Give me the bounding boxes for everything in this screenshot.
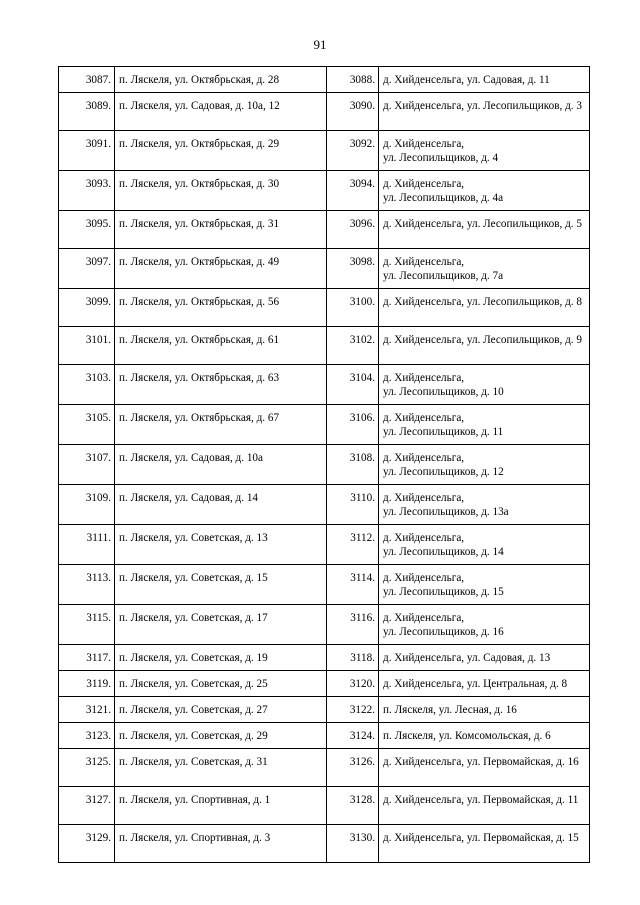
row-number-right: 3104. <box>327 365 379 405</box>
table-row <box>59 605 590 645</box>
table-row <box>59 445 590 485</box>
row-number-right: 3098. <box>327 249 379 289</box>
address-table-body <box>59 67 590 863</box>
row-number-right: 3088. <box>327 67 379 93</box>
row-number-right: 3116. <box>327 605 379 645</box>
row-number-right: 3090. <box>327 93 379 131</box>
address-left: п. Ляскеля, ул. Октябрьская, д. 29 <box>115 131 327 171</box>
address-right: д. Хийденсельга, ул. Лесопильщиков, д. 4а <box>379 171 590 211</box>
row-number-left: 3099. <box>59 289 115 327</box>
row-number-right: 3106. <box>327 405 379 445</box>
address-right: п. Ляскеля, ул. Лесная, д. 16 <box>379 697 590 723</box>
row-number-left: 3117. <box>59 645 115 671</box>
row-number-left: 3127. <box>59 787 115 825</box>
address-right: д. Хийденсельга, ул. Центральная, д. 8 <box>379 671 590 697</box>
table-row <box>59 723 590 749</box>
row-number-right: 3122. <box>327 697 379 723</box>
address-right: д. Хийденсельга, ул. Лесопильщиков, д. 11 <box>379 405 590 445</box>
table-row <box>59 671 590 697</box>
row-number-right: 3126. <box>327 749 379 787</box>
address-right: п. Ляскеля, ул. Комсомольская, д. 6 <box>379 723 590 749</box>
address-right: д. Хийденсельга, ул. Лесопильщиков, д. 13а <box>379 485 590 525</box>
address-left: п. Ляскеля, ул. Спортивная, д. 3 <box>115 825 327 863</box>
table-row <box>59 405 590 445</box>
row-number-right: 3094. <box>327 171 379 211</box>
address-left: п. Ляскеля, ул. Советская, д. 27 <box>115 697 327 723</box>
address-right: д. Хийденсельга, ул. Садовая, д. 13 <box>379 645 590 671</box>
row-number-right: 3112. <box>327 525 379 565</box>
table-row <box>59 645 590 671</box>
row-number-right: 3100. <box>327 289 379 327</box>
table-row <box>59 565 590 605</box>
row-number-left: 3097. <box>59 249 115 289</box>
address-left: п. Ляскеля, ул. Советская, д. 19 <box>115 645 327 671</box>
row-number-left: 3103. <box>59 365 115 405</box>
table-row <box>59 365 590 405</box>
address-right: д. Хийденсельга, ул. Лесопильщиков, д. 16 <box>379 605 590 645</box>
table-row <box>59 289 590 327</box>
address-left: п. Ляскеля, ул. Советская, д. 17 <box>115 605 327 645</box>
address-left: п. Ляскеля, ул. Октябрьская, д. 30 <box>115 171 327 211</box>
table-row <box>59 787 590 825</box>
table-row <box>59 825 590 863</box>
row-number-left: 3121. <box>59 697 115 723</box>
table-row <box>59 171 590 211</box>
address-right: д. Хийденсельга, ул. Лесопильщиков, д. 7а <box>379 249 590 289</box>
page-number: 91 <box>313 37 327 52</box>
table-row <box>59 67 590 93</box>
address-left: п. Ляскеля, ул. Советская, д. 29 <box>115 723 327 749</box>
address-left: п. Ляскеля, ул. Садовая, д. 10а <box>115 445 327 485</box>
table-row <box>59 525 590 565</box>
address-right: д. Хийденсельга, ул. Лесопильщиков, д. 10 <box>379 365 590 405</box>
row-number-left: 3105. <box>59 405 115 445</box>
table-row <box>59 93 590 131</box>
row-number-left: 3119. <box>59 671 115 697</box>
address-table <box>58 66 590 863</box>
row-number-left: 3125. <box>59 749 115 787</box>
row-number-left: 3091. <box>59 131 115 171</box>
row-number-left: 3089. <box>59 93 115 131</box>
address-right: д. Хийденсельга, ул. Первомайская, д. 11 <box>379 787 590 825</box>
table-row <box>59 211 590 249</box>
address-left: п. Ляскеля, ул. Октябрьская, д. 31 <box>115 211 327 249</box>
address-right: д. Хийденсельга, ул. Лесопильщиков, д. 5 <box>379 211 590 249</box>
row-number-left: 3107. <box>59 445 115 485</box>
row-number-left: 3093. <box>59 171 115 211</box>
row-number-right: 3118. <box>327 645 379 671</box>
row-number-right: 3110. <box>327 485 379 525</box>
address-right: д. Хийденсельга, ул. Лесопильщиков, д. 8 <box>379 289 590 327</box>
address-left: п. Ляскеля, ул. Садовая, д. 14 <box>115 485 327 525</box>
address-right: д. Хийденсельга, ул. Первомайская, д. 15 <box>379 825 590 863</box>
row-number-left: 3095. <box>59 211 115 249</box>
row-number-right: 3128. <box>327 787 379 825</box>
address-left: п. Ляскеля, ул. Садовая, д. 10а, 12 <box>115 93 327 131</box>
address-left: п. Ляскеля, ул. Советская, д. 13 <box>115 525 327 565</box>
row-number-left: 3123. <box>59 723 115 749</box>
row-number-right: 3092. <box>327 131 379 171</box>
row-number-left: 3111. <box>59 525 115 565</box>
row-number-right: 3130. <box>327 825 379 863</box>
row-number-right: 3114. <box>327 565 379 605</box>
address-left: п. Ляскеля, ул. Советская, д. 15 <box>115 565 327 605</box>
row-number-right: 3096. <box>327 211 379 249</box>
row-number-right: 3108. <box>327 445 379 485</box>
row-number-right: 3120. <box>327 671 379 697</box>
address-right: д. Хийденсельга, ул. Первомайская, д. 16 <box>379 749 590 787</box>
table-row <box>59 327 590 365</box>
address-left: п. Ляскеля, ул. Октябрьская, д. 56 <box>115 289 327 327</box>
address-right: д. Хийденсельга, ул. Лесопильщиков, д. 12 <box>379 445 590 485</box>
row-number-right: 3124. <box>327 723 379 749</box>
table-row <box>59 249 590 289</box>
row-number-left: 3087. <box>59 67 115 93</box>
table-row <box>59 485 590 525</box>
address-left: п. Ляскеля, ул. Советская, д. 31 <box>115 749 327 787</box>
table-row <box>59 131 590 171</box>
table-row <box>59 749 590 787</box>
row-number-left: 3109. <box>59 485 115 525</box>
table-row <box>59 697 590 723</box>
address-left: п. Ляскеля, ул. Октябрьская, д. 28 <box>115 67 327 93</box>
address-right: д. Хийденсельга, ул. Лесопильщиков, д. 15 <box>379 565 590 605</box>
address-right: д. Хийденсельга, ул. Лесопильщиков, д. 4 <box>379 131 590 171</box>
address-left: п. Ляскеля, ул. Советская, д. 25 <box>115 671 327 697</box>
address-left: п. Ляскеля, ул. Октябрьская, д. 63 <box>115 365 327 405</box>
row-number-left: 3101. <box>59 327 115 365</box>
row-number-left: 3113. <box>59 565 115 605</box>
address-right: д. Хийденсельга, ул. Садовая, д. 11 <box>379 67 590 93</box>
address-right: д. Хийденсельга, ул. Лесопильщиков, д. 14 <box>379 525 590 565</box>
row-number-right: 3102. <box>327 327 379 365</box>
address-left: п. Ляскеля, ул. Октябрьская, д. 67 <box>115 405 327 445</box>
address-left: п. Ляскеля, ул. Октябрьская, д. 61 <box>115 327 327 365</box>
address-right: д. Хийденсельга, ул. Лесопильщиков, д. 9 <box>379 327 590 365</box>
row-number-left: 3129. <box>59 825 115 863</box>
address-left: п. Ляскеля, ул. Спортивная, д. 1 <box>115 787 327 825</box>
address-left: п. Ляскеля, ул. Октябрьская, д. 49 <box>115 249 327 289</box>
address-right: д. Хийденсельга, ул. Лесопильщиков, д. 3 <box>379 93 590 131</box>
row-number-left: 3115. <box>59 605 115 645</box>
